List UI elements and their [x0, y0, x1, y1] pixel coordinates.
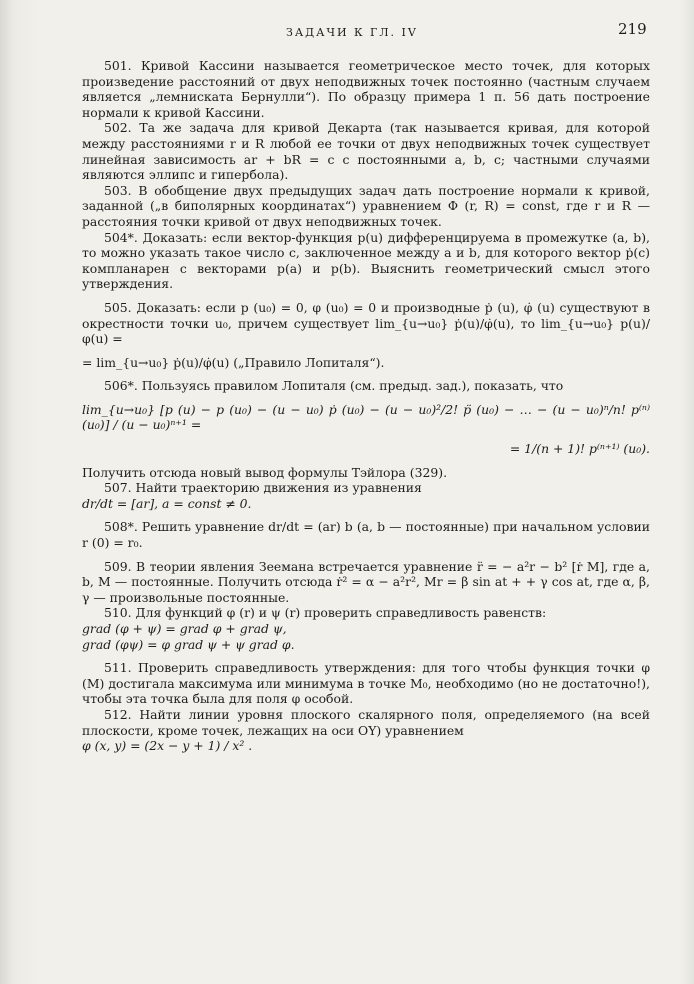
problem-501: 501. Кривой Кассини называется геометрическое место точек, для которых произведение расстояний от двух неподвижных точек постоянно (частным случаем является „лемниската Бернулли“). По образцу примера 1 п. 56 дать построение нормали к кривой Кассини. [82, 58, 650, 120]
page-body [82, 58, 650, 754]
problem-506-formula-1: lim_{u→u₀} [p (u) − p (u₀) − (u − u₀) ṗ (u₀) − (u − u₀)²/2! p̈ (u₀) − … − (u − u₀)ⁿ/n! p⁽ⁿ⁾ (u₀)] / (u − u₀)ⁿ⁺¹ = [82, 401, 650, 433]
problem-505-formula: = lim_{u→u₀} ṗ(u)/φ̇(u) („Правило Лопиталя“). [82, 354, 385, 370]
chapter-header: ЗАДАЧИ К ГЛ. IV [286, 26, 418, 39]
problem-506: 506*. Пользуясь правилом Лопиталя (см. предыд. зад.), показать, что [104, 378, 564, 394]
problem-510: 510. Для функций φ (r) и ψ (r) проверить справедливость равенств: [104, 605, 547, 621]
running-header [0, 20, 694, 44]
problem-512-formula: φ (x, y) = (2x − y + 1) / x² . [82, 738, 253, 754]
problem-504: 504*. Доказать: если вектор-функция p(u) дифференцируема в промежутке (a, b), то можно указать такое число c, заключенное между a и b, для которого вектор ṗ(c) компланарен с векторами p(a) и p(b). Выяснить геометрический смысл этого утверждения. [82, 229, 650, 292]
problem-509: 509. В теории явления Зеемана встречается уравнение r̈ = − a²r − b² [ṙ M], где a, b, M — постоянные. Получить отсюда ṙ² = α − a²r², Mr = β sin at + + γ cos at, где α, β, γ — произвольные постоянные. [82, 558, 650, 605]
problem-512: 512. Найти линии уровня плоского скалярного поля, определяемого (на всей плоскости, кроме точек, лежащих на оси OY) уравнением [82, 706, 650, 738]
problem-507: 507. Найти траекторию движения из уравнения [104, 480, 422, 496]
problem-511: 511. Проверить справедливость утверждения: для того чтобы функция точки φ (M) достигала максимума или минимума в точке M₀, необходимо (но не достаточно!), чтобы эта точка была для поля φ особой. [82, 660, 650, 707]
problem-505: 505. Доказать: если p (u₀) = 0, φ (u₀) = 0 и производные ṗ (u), φ̇ (u) существуют в окрестности точки u₀, причем существует lim_{u→u₀} ṗ(u)/φ̇(u), то lim_{u→u₀} p(u)/φ(u) = [82, 299, 650, 347]
problem-502: 502. Та же задача для кривой Декарта (так называется кривая, для которой между расстояниями r и R любой ее точки от двух неподвижных точек существует линейная зависимость ar + bR = c с постоянными a, b, c; частными случаями являются эллипс и гипербола). [82, 120, 650, 183]
problem-510-formula-1: grad (φ + ψ) = grad φ + grad ψ, [82, 621, 287, 636]
problem-506-formula-2: = 1/(n + 1)! p⁽ⁿ⁺¹⁾ (u₀). [509, 441, 650, 457]
problem-507-formula: dr/dt = [ar], a = const ≠ 0. [82, 495, 252, 511]
page-number: 219 [618, 20, 647, 38]
problem-510-formula-2: grad (φψ) = φ grad ψ + ψ grad φ. [82, 636, 295, 652]
problem-503: 503. В обобщение двух предыдущих задач дать построение нормали к кривой, заданной („в биполярных координатах“) уравнением Φ (r, R) = const, где r и R — расстояния точки кривой от двух неподвижных точек. [82, 182, 650, 229]
problem-508: 508*. Решить уравнение dr/dt = (ar) b (a, b — постоянные) при начальном условии r (0) = r₀. [82, 519, 650, 551]
problem-506-tail: Получить отсюда новый вывод формулы Тэйлора (329). [82, 464, 448, 480]
